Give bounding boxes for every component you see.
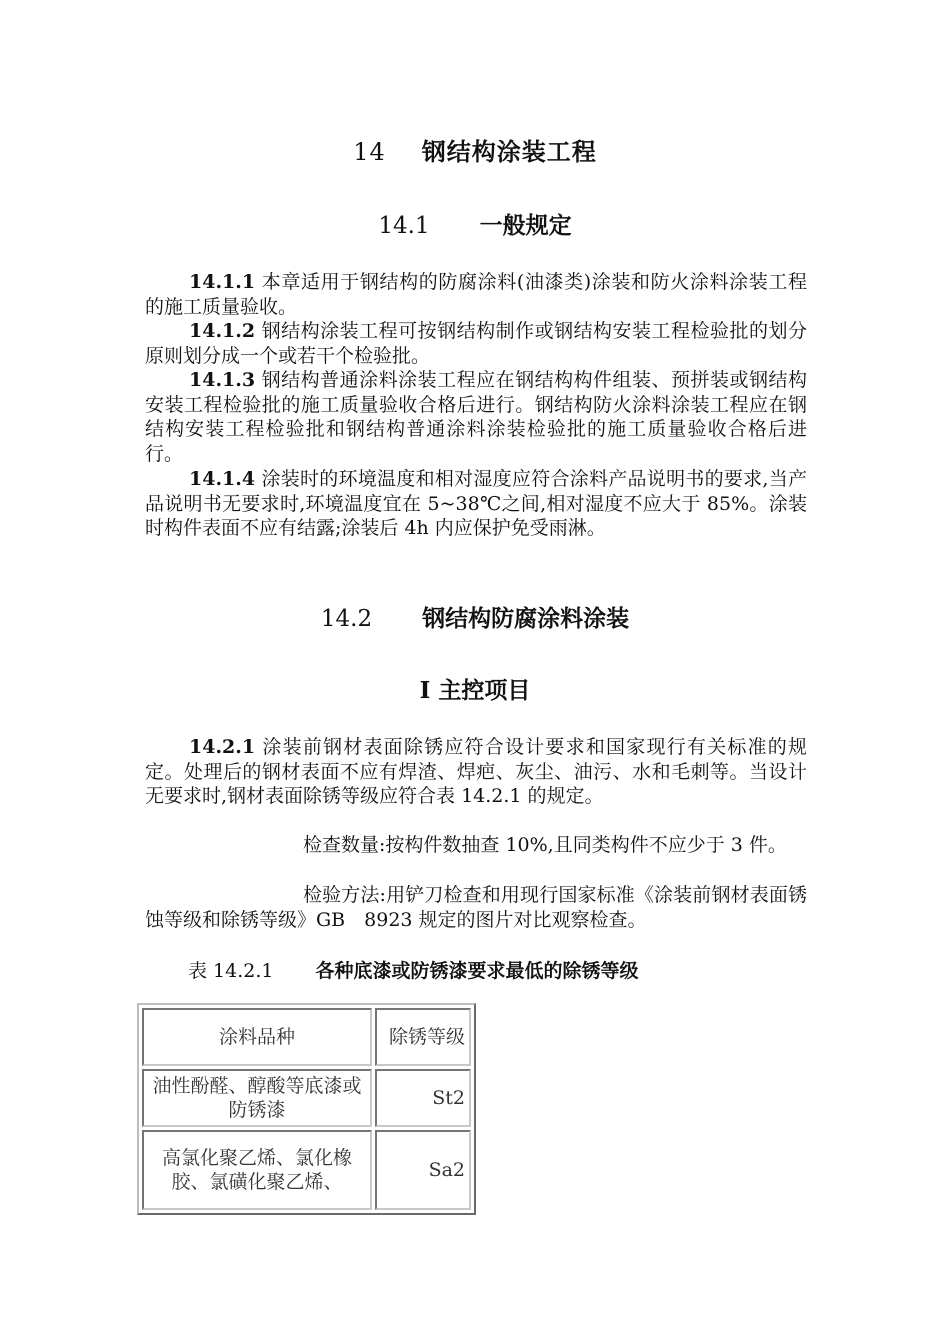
subsection-heading <box>0 672 950 705</box>
table-title: 各种底漆或防锈漆要求最低的除锈等级 <box>315 960 639 982</box>
table-number: 表 14.2.1 <box>188 960 274 982</box>
clause-number: 14.1.1 <box>189 271 256 293</box>
chapter-heading <box>0 132 950 167</box>
table-header-row <box>142 1008 471 1066</box>
section-number: 14.2 <box>320 606 373 632</box>
section-title: 钢结构防腐涂料涂装 <box>422 605 630 632</box>
clause-14-1-2 <box>145 319 807 368</box>
clause-14-1-4 <box>145 467 807 541</box>
table-caption <box>188 956 639 983</box>
header-rust-grade: 除锈等级 <box>375 1008 471 1066</box>
cell-coating: 油性酚醛、醇酸等底漆或防锈漆 <box>142 1069 372 1127</box>
subsection-title: Ⅰ 主控项目 <box>419 677 531 704</box>
check-method: 检验方法:用铲刀检查和用现行国家标准《涂装前钢材表面锈蚀等级和除锈等级》GB 8923 规定的图片对比观察检查。 <box>145 884 807 931</box>
chapter-number: 14 <box>353 138 386 166</box>
rust-removal-table <box>137 1003 476 1215</box>
clause-number: 14.2.1 <box>189 736 256 758</box>
clause-text: 钢结构普通涂料涂装工程应在钢结构构件组装、预拼装或钢结构安装工程检验批的施工质量验收合格后进行。钢结构防火涂料涂装工程应在钢结构安装工程检验批和钢结构普通涂料涂装检验批的施工质量验收合格后进行。 <box>145 369 807 465</box>
clause-text: 钢结构涂装工程可按钢结构制作或钢结构安装工程检验批的划分原则划分成一个或若干个检验批。 <box>145 320 807 367</box>
section-number: 14.1 <box>378 213 430 239</box>
table-row <box>142 1069 471 1127</box>
clause-number: 14.1.4 <box>189 468 256 490</box>
cell-grade: Sa2 <box>375 1130 471 1210</box>
cell-coating: 高氯化聚乙烯、氯化橡胶、氯磺化聚乙烯、 <box>142 1130 372 1210</box>
section-heading-14-1 <box>0 207 950 240</box>
header-coating-type: 涂料品种 <box>142 1008 372 1066</box>
section-heading-14-2 <box>0 600 950 633</box>
table-row <box>142 1130 471 1210</box>
clause-14-2-1 <box>145 735 807 809</box>
clause-number: 14.1.2 <box>189 320 256 342</box>
check-quantity: 检查数量:按构件数抽查 10%,且同类构件不应少于 3 件。 <box>303 834 787 856</box>
clause-text: 涂装时的环境温度和相对湿度应符合涂料产品说明书的要求,当产品说明书无要求时,环境温度宜在 5~38℃之间,相对湿度不应大于 85%。涂装时构件表面不应有结露;涂装后 4h 内应保护免受雨淋。 <box>145 468 807 539</box>
clause-text: 涂装前钢材表面除锈应符合设计要求和国家现行有关标准的规定。处理后的钢材表面不应有焊渣、焊疤、灰尘、油污、水和毛刺等。当设计无要求时,钢材表面除锈等级应符合表 14.2.1 的规定。 <box>145 736 807 807</box>
chapter-title: 钢结构涂装工程 <box>421 137 597 166</box>
clause-text: 本章适用于钢结构的防腐涂料(油漆类)涂装和防火涂料涂装工程的施工质量验收。 <box>145 271 808 318</box>
cell-grade: St2 <box>375 1069 471 1127</box>
clause-number: 14.1.3 <box>189 369 256 391</box>
clause-14-1-1 <box>145 270 807 319</box>
clause-14-1-3 <box>145 368 807 466</box>
section-title: 一般规定 <box>479 212 572 239</box>
